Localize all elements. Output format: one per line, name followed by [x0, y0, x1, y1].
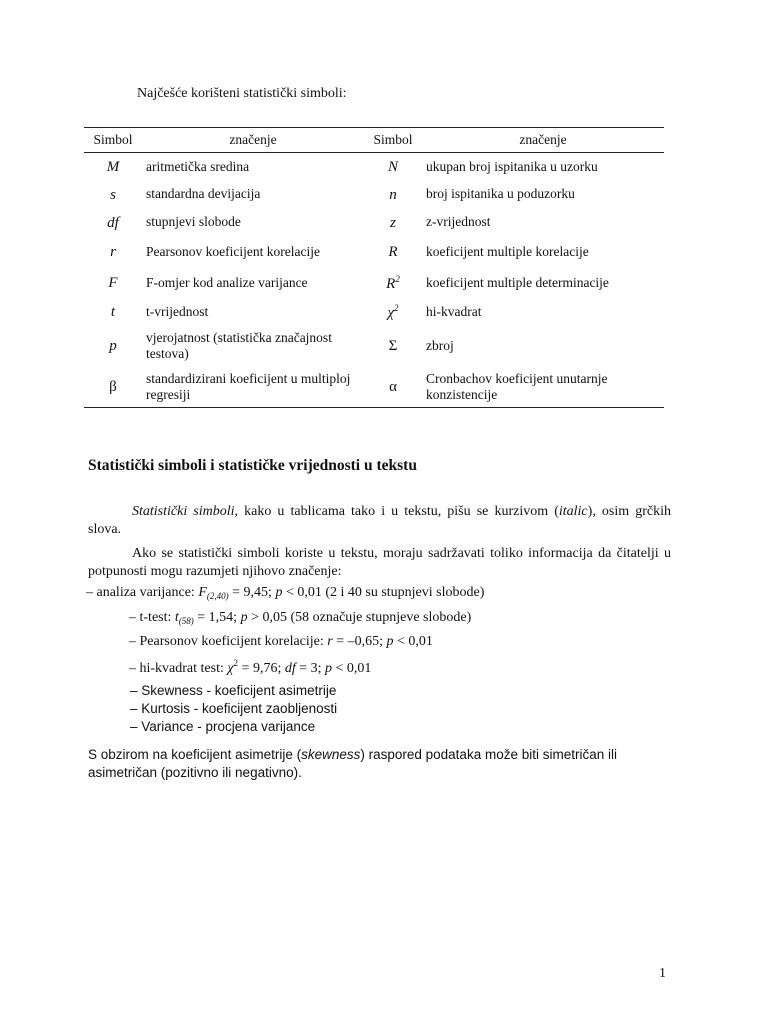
- superscript: 2: [394, 302, 399, 313]
- symbol-cell: N: [387, 158, 398, 175]
- header-meaning-2: značenje: [422, 128, 664, 153]
- intro-text: Najčešće korišteni statistički simboli:: [137, 86, 347, 101]
- symbol-cell: M: [106, 158, 120, 175]
- meaning-cell: ukupan broj ispitanika u uzorku: [426, 158, 598, 174]
- meaning-cell: aritmetička sredina: [146, 158, 250, 174]
- paragraph-text: , kako u tablicama tako i u tekstu, pišu se kurzivom (: [234, 504, 559, 519]
- symbol-text: R: [386, 275, 396, 292]
- meaning-cell: t-vrijednost: [146, 303, 209, 319]
- symbols-table: [84, 127, 664, 408]
- symbol-cell: t: [110, 304, 116, 320]
- closing-paragraph: [88, 746, 648, 782]
- stat-symbol: F: [198, 585, 207, 600]
- symbol-cell: Σ: [388, 338, 398, 354]
- table-row: [84, 299, 664, 326]
- variance-line: – Variance - procjena varijance: [130, 719, 316, 734]
- stat-value: = 3;: [295, 661, 326, 676]
- symbol-cell: β: [84, 367, 142, 408]
- header-symbol-2: Simbol: [364, 128, 422, 153]
- stat-symbol: r: [327, 634, 333, 649]
- stat-symbol: p: [240, 610, 248, 625]
- term-text: Statistički simboli: [132, 504, 235, 519]
- example-label: – Pearsonov koeficijent korelacije:: [129, 634, 328, 649]
- example-anova: [86, 585, 484, 601]
- meaning-cell: hi-kvadrat: [426, 303, 482, 319]
- example-ttest: [129, 610, 471, 626]
- stat-value: = 9,45;: [228, 585, 276, 600]
- example-label: – analiza varijance:: [86, 585, 199, 600]
- table-row: [84, 367, 664, 408]
- skewness-line: – Skewness - koeficijent asimetrije: [130, 683, 337, 698]
- stat-symbol: df: [284, 661, 296, 676]
- page-number: 1: [659, 966, 666, 981]
- meaning-cell: broj ispitanika u poduzorku: [426, 186, 575, 202]
- symbol-cell: n: [389, 186, 397, 203]
- table-header-row: [84, 128, 664, 153]
- superscript: 2: [395, 273, 400, 284]
- meaning-cell: standardna devijacija: [146, 186, 261, 202]
- symbol-cell: [364, 268, 422, 299]
- superscript: 2: [233, 658, 239, 668]
- stat-symbol: p: [275, 585, 283, 600]
- meaning-cell: koeficijent multiple korelacije: [426, 243, 589, 259]
- example-pearson: [129, 634, 433, 650]
- meaning-cell: F-omjer kod analize varijance: [146, 274, 308, 290]
- symbol-cell: s: [110, 186, 116, 203]
- example-chi-square: [129, 658, 371, 677]
- stat-value: > 0,05 (58 označuje stupnjeve slobode): [247, 610, 472, 625]
- stat-symbol: t: [174, 610, 179, 625]
- symbol-cell: [364, 299, 422, 326]
- stat-symbol: p: [386, 634, 394, 649]
- example-label: – t-test:: [129, 610, 175, 625]
- header-symbol-1: Simbol: [84, 128, 142, 153]
- symbol-cell: z: [390, 214, 396, 231]
- paragraph-text: ), osim grčkih slova.: [88, 504, 671, 537]
- italic-word: skewness: [301, 747, 361, 762]
- kurtosis-line: – Kurtosis - koeficijent zaobljenosti: [130, 701, 338, 716]
- symbol-cell: α: [364, 367, 422, 408]
- table-row: [84, 153, 664, 181]
- stat-value: < 0,01: [393, 634, 433, 649]
- meaning-cell: standardizirani koeficijent u multiploj regresiji: [142, 367, 364, 408]
- stat-value: < 0,01: [332, 661, 372, 676]
- paragraph-italic-rule: [88, 503, 671, 539]
- paragraph-text: ) raspored podataka može biti simetričan ili asimetričan (pozitivno ili negativno).: [88, 747, 617, 780]
- paragraph-information: Ako se statistički simboli koriste u tekstu, moraju sadržavati toliko informacija da čitatelji u potpunosti mogu razumjeti njihovo značenje:: [88, 546, 671, 579]
- header-meaning-1: značenje: [142, 128, 364, 153]
- stat-value: = 9,76;: [238, 661, 285, 676]
- meaning-cell: koeficijent multiple determinacije: [426, 274, 609, 290]
- meaning-cell: z-vrijednost: [426, 214, 491, 230]
- meaning-cell: Pearsonov koeficijent korelacije: [146, 243, 320, 259]
- symbol-cell: df: [107, 214, 119, 231]
- table-row: [84, 268, 664, 299]
- stat-symbol: χ: [227, 661, 234, 676]
- subscript: (58): [178, 616, 194, 626]
- stat-value: < 0,01 (2 i 40 su stupnjevi slobode): [282, 585, 485, 600]
- symbol-cell: R: [388, 244, 398, 260]
- table-row: [84, 181, 664, 209]
- paragraph-text: S obzirom na koeficijent asimetrije (: [88, 747, 302, 762]
- symbol-cell: r: [110, 244, 116, 260]
- stat-value: = 1,54;: [193, 610, 241, 625]
- stat-value: = –0,65;: [332, 634, 387, 649]
- meaning-cell: Cronbachov koeficijent unutarnje konzistencije: [422, 367, 664, 408]
- table-row: [84, 237, 664, 268]
- table-row: [84, 326, 664, 367]
- meaning-cell: vjerojatnost (statistička značajnost testova): [146, 329, 332, 361]
- table-row: [84, 209, 664, 237]
- example-label: – hi-kvadrat test:: [129, 661, 228, 676]
- meaning-cell: stupnjevi slobode: [146, 214, 241, 230]
- symbol-cell: p: [109, 338, 117, 354]
- italic-word: italic: [558, 504, 588, 519]
- symbol-text: χ: [387, 304, 395, 321]
- subscript: (2,40): [206, 591, 229, 601]
- symbol-cell: F: [108, 275, 118, 291]
- meaning-cell: zbroj: [426, 337, 454, 353]
- section-heading: Statistički simboli i statističke vrijednosti u tekstu: [88, 457, 417, 474]
- stat-symbol: p: [325, 661, 333, 676]
